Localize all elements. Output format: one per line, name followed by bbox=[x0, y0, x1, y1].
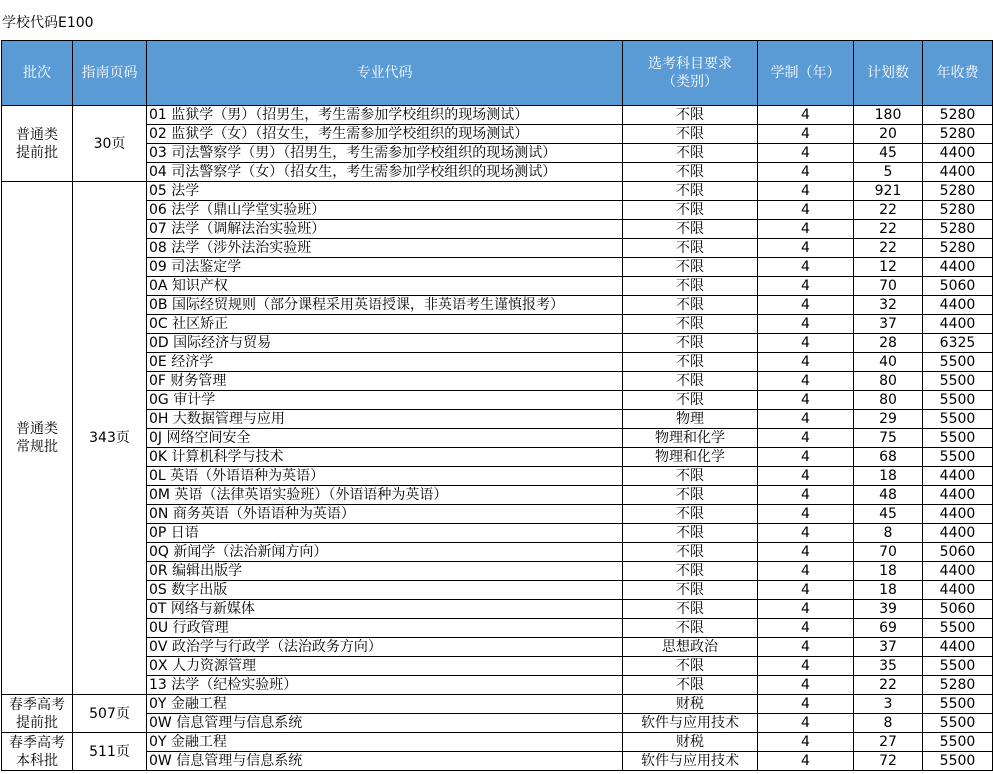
major-cell: 0A 知识产权 bbox=[147, 277, 623, 296]
plan-count-cell: 12 bbox=[854, 258, 923, 277]
plan-count-cell: 18 bbox=[854, 581, 923, 600]
header-subject-line1: 选考科目要求 bbox=[648, 56, 732, 72]
plan-count-cell: 20 bbox=[854, 125, 923, 144]
subject-requirement-cell: 思想政治 bbox=[623, 638, 758, 657]
annual-fee-cell: 5280 bbox=[923, 125, 993, 144]
plan-count-cell: 37 bbox=[854, 638, 923, 657]
duration-cell: 4 bbox=[758, 524, 854, 543]
major-cell: 0W 信息管理与信息系统 bbox=[147, 714, 623, 733]
table-row bbox=[2, 334, 993, 353]
major-cell: 0J 网络空间安全 bbox=[147, 429, 623, 448]
admission-plan-table bbox=[1, 40, 993, 771]
plan-count-cell: 45 bbox=[854, 505, 923, 524]
subject-requirement-cell: 不限 bbox=[623, 562, 758, 581]
subject-requirement-cell: 不限 bbox=[623, 106, 758, 125]
subject-requirement-cell: 不限 bbox=[623, 277, 758, 296]
duration-cell: 4 bbox=[758, 714, 854, 733]
header-batch: 批次 bbox=[2, 41, 73, 106]
duration-cell: 4 bbox=[758, 505, 854, 524]
table-row bbox=[2, 657, 993, 676]
subject-requirement-cell: 不限 bbox=[623, 486, 758, 505]
batch-line1: 春季高考 bbox=[9, 734, 65, 751]
table-row bbox=[2, 258, 993, 277]
duration-cell: 4 bbox=[758, 125, 854, 144]
plan-count-cell: 68 bbox=[854, 448, 923, 467]
subject-requirement-cell: 不限 bbox=[623, 372, 758, 391]
plan-count-cell: 18 bbox=[854, 467, 923, 486]
header-subject-line2: （类别） bbox=[662, 74, 718, 90]
annual-fee-cell: 4400 bbox=[923, 524, 993, 543]
annual-fee-cell: 5500 bbox=[923, 657, 993, 676]
table-row bbox=[2, 429, 993, 448]
subject-requirement-cell: 不限 bbox=[623, 467, 758, 486]
annual-fee-cell: 5280 bbox=[923, 182, 993, 201]
major-cell: 0L 英语（外语语种为英语） bbox=[147, 467, 623, 486]
duration-cell: 4 bbox=[758, 296, 854, 315]
subject-requirement-cell: 软件与应用技术 bbox=[623, 752, 758, 771]
major-cell: 0M 英语（法律英语实验班）（外语语种为英语） bbox=[147, 486, 623, 505]
annual-fee-cell: 5500 bbox=[923, 752, 993, 771]
major-cell: 0T 网络与新媒体 bbox=[147, 600, 623, 619]
table-row bbox=[2, 695, 993, 714]
duration-cell: 4 bbox=[758, 733, 854, 752]
subject-requirement-cell: 物理和化学 bbox=[623, 429, 758, 448]
annual-fee-cell: 4400 bbox=[923, 562, 993, 581]
duration-cell: 4 bbox=[758, 752, 854, 771]
duration-cell: 4 bbox=[758, 562, 854, 581]
subject-requirement-cell: 不限 bbox=[623, 505, 758, 524]
major-cell: 0Q 新闻学（法治新闻方向） bbox=[147, 543, 623, 562]
major-cell: 0E 经济学 bbox=[147, 353, 623, 372]
subject-requirement-cell: 物理 bbox=[623, 410, 758, 429]
duration-cell: 4 bbox=[758, 600, 854, 619]
header-row bbox=[2, 41, 993, 106]
duration-cell: 4 bbox=[758, 144, 854, 163]
subject-requirement-cell: 不限 bbox=[623, 258, 758, 277]
annual-fee-cell: 5500 bbox=[923, 714, 993, 733]
table-row bbox=[2, 163, 993, 182]
subject-requirement-cell: 软件与应用技术 bbox=[623, 714, 758, 733]
duration-cell: 4 bbox=[758, 391, 854, 410]
subject-requirement-cell: 不限 bbox=[623, 524, 758, 543]
duration-cell: 4 bbox=[758, 315, 854, 334]
major-cell: 0S 数字出版 bbox=[147, 581, 623, 600]
annual-fee-cell: 4400 bbox=[923, 258, 993, 277]
duration-cell: 4 bbox=[758, 372, 854, 391]
subject-requirement-cell: 物理和化学 bbox=[623, 448, 758, 467]
plan-count-cell: 180 bbox=[854, 106, 923, 125]
duration-cell: 4 bbox=[758, 581, 854, 600]
major-cell: 13 法学（纪检实验班） bbox=[147, 676, 623, 695]
table-row bbox=[2, 467, 993, 486]
duration-cell: 4 bbox=[758, 410, 854, 429]
annual-fee-cell: 5280 bbox=[923, 201, 993, 220]
annual-fee-cell: 5280 bbox=[923, 220, 993, 239]
duration-cell: 4 bbox=[758, 448, 854, 467]
header-annual-fee: 年收费 bbox=[923, 41, 993, 106]
plan-count-cell: 48 bbox=[854, 486, 923, 505]
major-cell: 0H 大数据管理与应用 bbox=[147, 410, 623, 429]
plan-count-cell: 72 bbox=[854, 752, 923, 771]
school-code-title: 学校代码E100 bbox=[2, 15, 94, 31]
major-cell: 07 法学（调解法治实验班） bbox=[147, 220, 623, 239]
major-cell: 09 司法鉴定学 bbox=[147, 258, 623, 277]
plan-count-cell: 8 bbox=[854, 524, 923, 543]
table-row bbox=[2, 581, 993, 600]
annual-fee-cell: 4400 bbox=[923, 638, 993, 657]
duration-cell: 4 bbox=[758, 163, 854, 182]
plan-count-cell: 27 bbox=[854, 733, 923, 752]
duration-cell: 4 bbox=[758, 258, 854, 277]
plan-count-cell: 29 bbox=[854, 410, 923, 429]
plan-count-cell: 39 bbox=[854, 600, 923, 619]
annual-fee-cell: 4400 bbox=[923, 163, 993, 182]
guide-page-cell: 507页 bbox=[73, 695, 147, 733]
duration-cell: 4 bbox=[758, 201, 854, 220]
table-row bbox=[2, 106, 993, 125]
table-row bbox=[2, 239, 993, 258]
table-row bbox=[2, 125, 993, 144]
table-row bbox=[2, 144, 993, 163]
annual-fee-cell: 4400 bbox=[923, 296, 993, 315]
annual-fee-cell: 5500 bbox=[923, 410, 993, 429]
subject-requirement-cell: 不限 bbox=[623, 619, 758, 638]
sheet-title-bar bbox=[0, 0, 993, 40]
annual-fee-cell: 5060 bbox=[923, 600, 993, 619]
subject-requirement-cell: 不限 bbox=[623, 581, 758, 600]
annual-fee-cell: 5500 bbox=[923, 695, 993, 714]
annual-fee-cell: 4400 bbox=[923, 467, 993, 486]
plan-count-cell: 69 bbox=[854, 619, 923, 638]
table-row bbox=[2, 638, 993, 657]
subject-requirement-cell: 不限 bbox=[623, 182, 758, 201]
subject-requirement-cell: 财税 bbox=[623, 733, 758, 752]
header-major-code: 专业代码 bbox=[147, 41, 623, 106]
table-row bbox=[2, 220, 993, 239]
plan-count-cell: 37 bbox=[854, 315, 923, 334]
annual-fee-cell: 4400 bbox=[923, 505, 993, 524]
major-cell: 0V 政治学与行政学（法治政务方向） bbox=[147, 638, 623, 657]
major-cell: 0Y 金融工程 bbox=[147, 733, 623, 752]
plan-count-cell: 22 bbox=[854, 220, 923, 239]
table-row bbox=[2, 201, 993, 220]
table-row bbox=[2, 296, 993, 315]
subject-requirement-cell: 不限 bbox=[623, 296, 758, 315]
table-row bbox=[2, 524, 993, 543]
duration-cell: 4 bbox=[758, 182, 854, 201]
major-cell: 02 监狱学（女）（招女生，考生需参加学校组织的现场测试） bbox=[147, 125, 623, 144]
duration-cell: 4 bbox=[758, 543, 854, 562]
subject-requirement-cell: 不限 bbox=[623, 239, 758, 258]
subject-requirement-cell: 不限 bbox=[623, 353, 758, 372]
major-cell: 0Y 金融工程 bbox=[147, 695, 623, 714]
duration-cell: 4 bbox=[758, 619, 854, 638]
subject-requirement-cell: 不限 bbox=[623, 201, 758, 220]
plan-count-cell: 45 bbox=[854, 144, 923, 163]
plan-count-cell: 35 bbox=[854, 657, 923, 676]
duration-cell: 4 bbox=[758, 467, 854, 486]
duration-cell: 4 bbox=[758, 353, 854, 372]
guide-page-cell: 30页 bbox=[73, 106, 147, 182]
duration-cell: 4 bbox=[758, 239, 854, 258]
header-guide-page: 指南页码 bbox=[73, 41, 147, 106]
annual-fee-cell: 5500 bbox=[923, 429, 993, 448]
major-cell: 0G 审计学 bbox=[147, 391, 623, 410]
duration-cell: 4 bbox=[758, 695, 854, 714]
table-row bbox=[2, 277, 993, 296]
major-cell: 04 司法警察学（女）（招女生，考生需参加学校组织的现场测试） bbox=[147, 163, 623, 182]
annual-fee-cell: 4400 bbox=[923, 486, 993, 505]
annual-fee-cell: 5060 bbox=[923, 277, 993, 296]
plan-count-cell: 22 bbox=[854, 239, 923, 258]
plan-count-cell: 40 bbox=[854, 353, 923, 372]
major-cell: 06 法学（鼎山学堂实验班） bbox=[147, 201, 623, 220]
table-row bbox=[2, 505, 993, 524]
subject-requirement-cell: 不限 bbox=[623, 657, 758, 676]
duration-cell: 4 bbox=[758, 277, 854, 296]
plan-count-cell: 22 bbox=[854, 676, 923, 695]
subject-requirement-cell: 不限 bbox=[623, 315, 758, 334]
table-row bbox=[2, 714, 993, 733]
header-subject-requirement bbox=[623, 41, 758, 106]
annual-fee-cell: 5280 bbox=[923, 106, 993, 125]
table-row bbox=[2, 486, 993, 505]
annual-fee-cell: 4400 bbox=[923, 315, 993, 334]
plan-count-cell: 80 bbox=[854, 372, 923, 391]
annual-fee-cell: 5500 bbox=[923, 448, 993, 467]
plan-count-cell: 75 bbox=[854, 429, 923, 448]
table-row bbox=[2, 676, 993, 695]
plan-count-cell: 22 bbox=[854, 201, 923, 220]
batch-line1: 普通类 bbox=[16, 126, 58, 143]
major-cell: 0W 信息管理与信息系统 bbox=[147, 752, 623, 771]
subject-requirement-cell: 财税 bbox=[623, 695, 758, 714]
duration-cell: 4 bbox=[758, 220, 854, 239]
table-row bbox=[2, 410, 993, 429]
table-row bbox=[2, 619, 993, 638]
major-cell: 05 法学 bbox=[147, 182, 623, 201]
batch-line1: 普通类 bbox=[16, 421, 58, 437]
subject-requirement-cell: 不限 bbox=[623, 600, 758, 619]
major-cell: 03 司法警察学（男）（招男生，考生需参加学校组织的现场测试） bbox=[147, 144, 623, 163]
table-row bbox=[2, 600, 993, 619]
batch-line1: 春季高考 bbox=[9, 696, 65, 713]
batch-cell bbox=[2, 695, 73, 733]
header-duration: 学制（年） bbox=[758, 41, 854, 106]
major-cell: 0C 社区矫正 bbox=[147, 315, 623, 334]
plan-count-cell: 3 bbox=[854, 695, 923, 714]
subject-requirement-cell: 不限 bbox=[623, 125, 758, 144]
annual-fee-cell: 5500 bbox=[923, 353, 993, 372]
table-row bbox=[2, 752, 993, 771]
subject-requirement-cell: 不限 bbox=[623, 220, 758, 239]
table-body bbox=[2, 106, 993, 771]
duration-cell: 4 bbox=[758, 429, 854, 448]
annual-fee-cell: 5500 bbox=[923, 372, 993, 391]
duration-cell: 4 bbox=[758, 334, 854, 353]
table-row bbox=[2, 562, 993, 581]
table-row bbox=[2, 391, 993, 410]
plan-count-cell: 5 bbox=[854, 163, 923, 182]
major-cell: 0R 编辑出版学 bbox=[147, 562, 623, 581]
subject-requirement-cell: 不限 bbox=[623, 144, 758, 163]
subject-requirement-cell: 不限 bbox=[623, 676, 758, 695]
batch-line2: 本科批 bbox=[16, 752, 58, 769]
major-cell: 01 监狱学（男）（招男生，考生需参加学校组织的现场测试） bbox=[147, 106, 623, 125]
subject-requirement-cell: 不限 bbox=[623, 391, 758, 410]
batch-line2: 提前批 bbox=[16, 714, 58, 731]
plan-count-cell: 8 bbox=[854, 714, 923, 733]
annual-fee-cell: 5280 bbox=[923, 676, 993, 695]
plan-count-cell: 70 bbox=[854, 543, 923, 562]
major-cell: 0X 人力资源管理 bbox=[147, 657, 623, 676]
batch-line2: 提前批 bbox=[16, 144, 58, 161]
batch-cell bbox=[2, 106, 73, 182]
table-row bbox=[2, 448, 993, 467]
annual-fee-cell: 4400 bbox=[923, 144, 993, 163]
subject-requirement-cell: 不限 bbox=[623, 543, 758, 562]
batch-cell bbox=[2, 733, 73, 771]
subject-requirement-cell: 不限 bbox=[623, 334, 758, 353]
annual-fee-cell: 5060 bbox=[923, 543, 993, 562]
major-cell: 0B 国际经贸规则（部分课程采用英语授课，非英语考生谨慎报考） bbox=[147, 296, 623, 315]
plan-count-cell: 921 bbox=[854, 182, 923, 201]
major-cell: 0U 行政管理 bbox=[147, 619, 623, 638]
annual-fee-cell: 5500 bbox=[923, 391, 993, 410]
plan-count-cell: 32 bbox=[854, 296, 923, 315]
annual-fee-cell: 5280 bbox=[923, 239, 993, 258]
major-cell: 08 法学（涉外法治实验班 bbox=[147, 239, 623, 258]
major-cell: 0P 日语 bbox=[147, 524, 623, 543]
duration-cell: 4 bbox=[758, 486, 854, 505]
table-row bbox=[2, 353, 993, 372]
duration-cell: 4 bbox=[758, 676, 854, 695]
major-cell: 0D 国际经济与贸易 bbox=[147, 334, 623, 353]
batch-line2: 常规批 bbox=[16, 439, 58, 455]
duration-cell: 4 bbox=[758, 657, 854, 676]
major-cell: 0N 商务英语（外语语种为英语） bbox=[147, 505, 623, 524]
duration-cell: 4 bbox=[758, 638, 854, 657]
duration-cell: 4 bbox=[758, 106, 854, 125]
annual-fee-cell: 4400 bbox=[923, 581, 993, 600]
table-row bbox=[2, 315, 993, 334]
header-plan-count: 计划数 bbox=[854, 41, 923, 106]
major-cell: 0F 财务管理 bbox=[147, 372, 623, 391]
major-cell: 0K 计算机科学与技术 bbox=[147, 448, 623, 467]
table-row bbox=[2, 182, 993, 201]
guide-page-cell: 511页 bbox=[73, 733, 147, 771]
annual-fee-cell: 6325 bbox=[923, 334, 993, 353]
plan-count-cell: 70 bbox=[854, 277, 923, 296]
table-row bbox=[2, 733, 993, 752]
guide-page-cell: 343页 bbox=[73, 182, 147, 695]
annual-fee-cell: 5500 bbox=[923, 619, 993, 638]
plan-count-cell: 80 bbox=[854, 391, 923, 410]
plan-count-cell: 18 bbox=[854, 562, 923, 581]
table-row bbox=[2, 543, 993, 562]
table-row bbox=[2, 372, 993, 391]
annual-fee-cell: 5500 bbox=[923, 733, 993, 752]
batch-cell bbox=[2, 182, 73, 695]
subject-requirement-cell: 不限 bbox=[623, 163, 758, 182]
plan-count-cell: 28 bbox=[854, 334, 923, 353]
